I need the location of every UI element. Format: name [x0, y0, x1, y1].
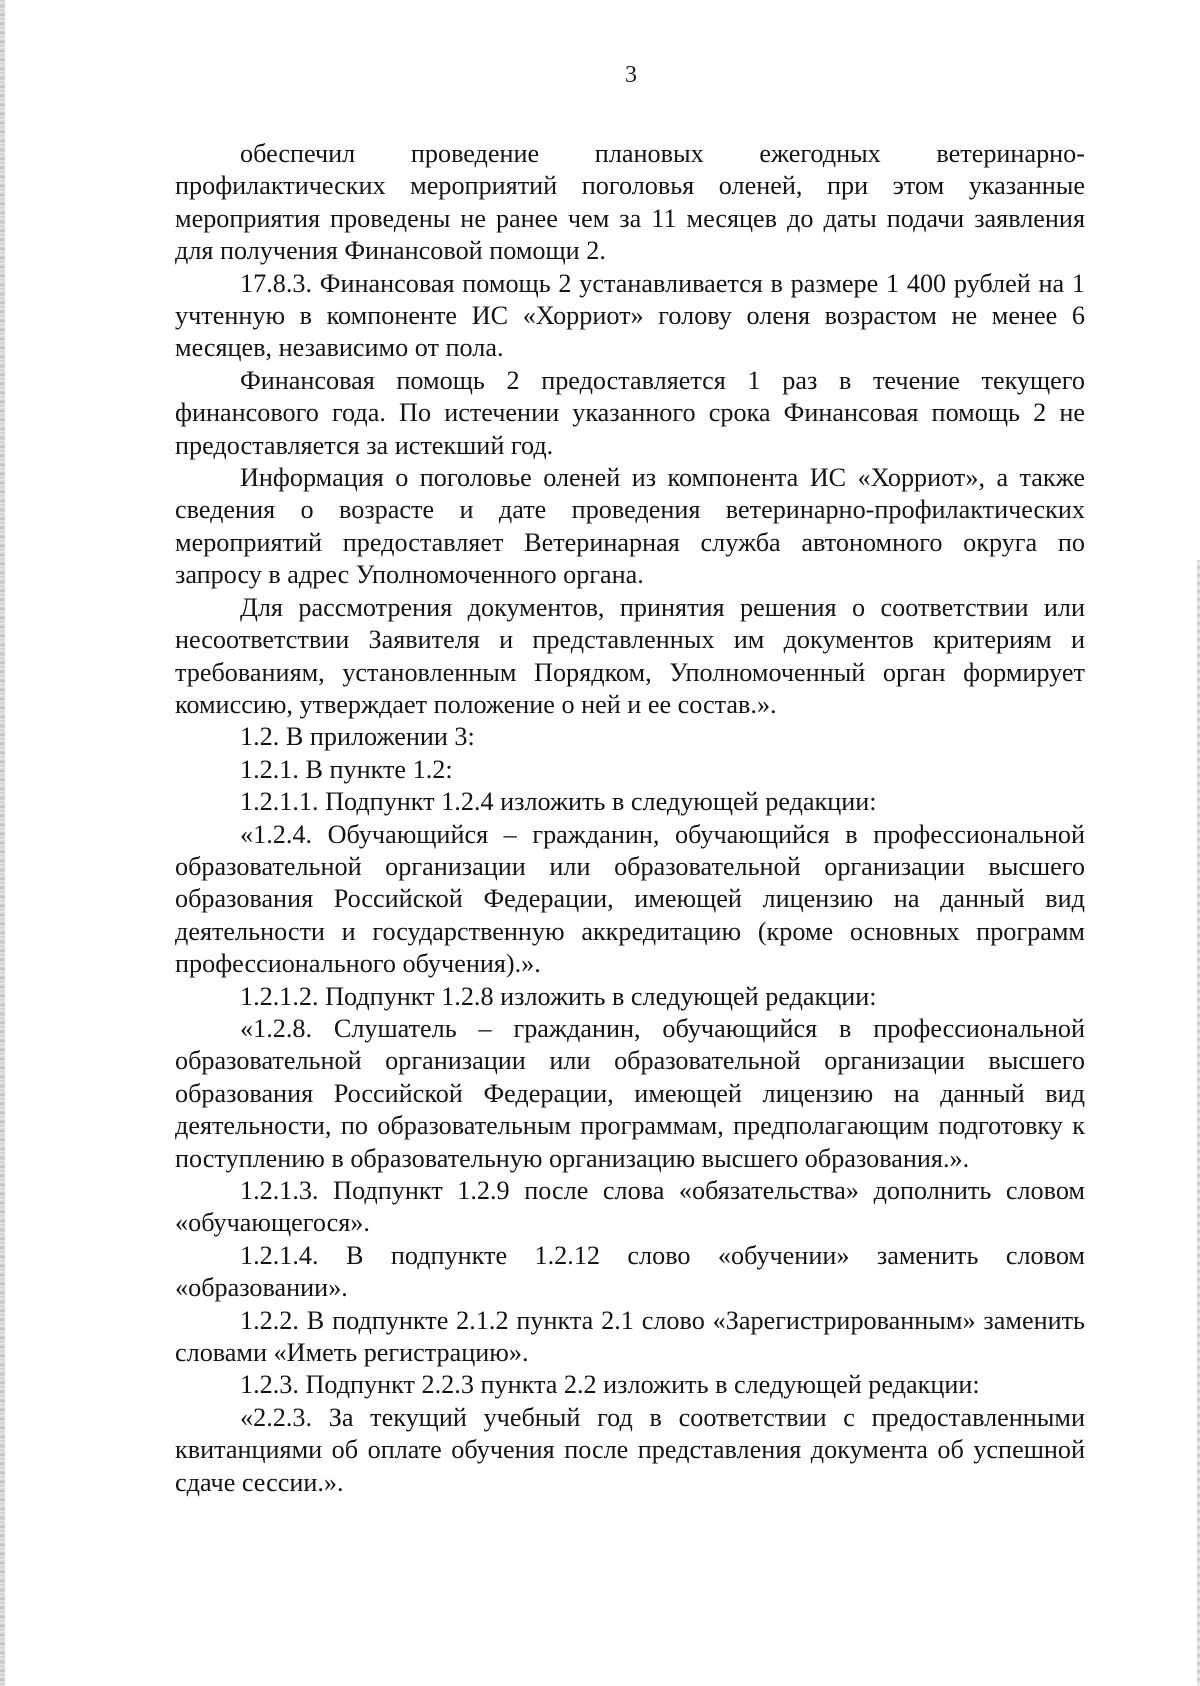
- paragraph: 1.2.1.3. Подпункт 1.2.9 после слова «обязательства» дополнить словом «обучающегося».: [175, 1176, 1085, 1238]
- paragraph: «2.2.3. За текущий учебный год в соответствии с предоставленными квитанциями об оплате обучения после представления документа об успешной сдаче сессии.».: [175, 1402, 1085, 1497]
- document-body: [175, 138, 1085, 1499]
- paragraph: Для рассмотрения документов, принятия решения о соответствии или несоответствии Заявителя и представленных им документов критериям и требованиям, установленным Порядком, Уполномоченный орган формирует комиссию, утверждает положение о ней и ее состав.».: [175, 592, 1085, 719]
- paragraph: «1.2.4. Обучающийся – гражданин, обучающийся в профессиональной образовательной организации или образовательной организации высшего образования Российской Федерации, имеющей лицензию на данный вид деятельности и государственную аккредитацию (кроме основных программ профессионального обучения).».: [175, 819, 1085, 979]
- paragraph: 1.2.1.2. Подпункт 1.2.8 изложить в следующей редакции:: [240, 981, 877, 1011]
- paragraph: обеспечил проведение плановых ежегодных ветеринарно-профилактических мероприятий поголовья оленей, при этом указанные мероприятия проведены не ранее чем за 11 месяцев до даты подачи заявления для получения Финансовой помощи 2.: [175, 139, 1085, 266]
- scan-edge-left: [0, 0, 5, 1686]
- paragraph: 1.2.1.4. В подпункте 1.2.12 слово «обучении» заменить словом «образовании».: [175, 1240, 1085, 1303]
- paragraph: Информация о поголовье оленей из компонента ИС «Хорриот», а также сведения о возрасте и дате проведения ветеринарно-профилактических мероприятий предоставляет Ветеринарная служба автономного округа по запросу в адрес Уполномоченного органа.: [175, 463, 1085, 590]
- paragraph: 1.2. В приложении 3:: [240, 722, 475, 752]
- paragraph: 1.2.1.1. Подпункт 1.2.4 изложить в следующей редакции:: [240, 787, 877, 817]
- paragraph: 17.8.3. Финансовая помощь 2 устанавливается в размере 1 400 рублей на 1 учтенную в компоненте ИС «Хорриот» голову оленя возрастом не менее 6 месяцев, независимо от пола.: [175, 268, 1085, 363]
- paragraph: 1.2.2. В подпункте 2.1.2 пункта 2.1 слово «Зарегистрированным» заменить словами «Иметь регистрацию».: [175, 1305, 1085, 1368]
- paragraph: Финансовая помощь 2 предоставляется 1 раз в течение текущего финансового года. По истечении указанного срока Финансовая помощь 2 не предоставляется за истекший год.: [175, 365, 1085, 460]
- paragraph: «1.2.8. Слушатель – гражданин, обучающийся в профессиональной образовательной организации или образовательной организации высшего образования Российской Федерации, имеющей лицензию на данный вид деятельности, по образовательным программам, предполагающим подготовку к поступлению в образовательную организацию высшего образования.».: [175, 1013, 1085, 1173]
- page-number: 3: [625, 62, 637, 88]
- paragraph: 1.2.1. В пункте 1.2:: [240, 754, 453, 784]
- paragraph: 1.2.3. Подпункт 2.2.3 пункта 2.2 изложить в следующей редакции:: [240, 1370, 980, 1400]
